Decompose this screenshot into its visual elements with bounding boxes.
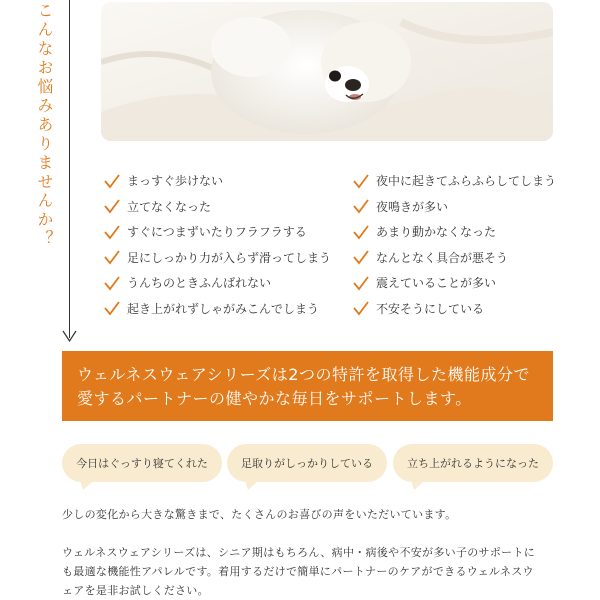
check-icon	[103, 300, 121, 316]
check-icon	[103, 173, 121, 189]
speech-tail-icon	[411, 480, 425, 490]
down-arrow-icon	[62, 330, 77, 342]
check-icon	[103, 275, 121, 291]
dog-photo	[101, 2, 553, 141]
list-item: まっすぐ歩けない	[103, 168, 331, 194]
side-heading: こんなお悩みありませんか？	[35, 2, 54, 249]
testimonial-bubble: 足取りがしっかりしている	[227, 444, 387, 482]
list-item: うんちのときふんばれない	[103, 270, 331, 296]
list-item: あまり動かなくなった	[352, 219, 556, 245]
speech-tail-icon	[245, 480, 259, 490]
check-icon	[352, 224, 370, 240]
concern-list-left	[103, 168, 331, 321]
white-dog-icon	[101, 2, 553, 141]
check-icon	[352, 198, 370, 214]
list-item: 震えていることが多い	[352, 270, 556, 296]
feature-banner	[62, 351, 553, 421]
list-item: 夜鳴きが多い	[352, 194, 556, 220]
check-icon	[352, 275, 370, 291]
check-icon	[103, 224, 121, 240]
list-item: なんとなく具合が悪そう	[352, 245, 556, 271]
list-item: 立てなくなった	[103, 194, 331, 220]
banner-line-1: ウェルネスウェアシリーズは2つの特許を取得した機能成分で	[77, 365, 530, 384]
check-icon	[352, 300, 370, 316]
check-icon	[103, 198, 121, 214]
check-icon	[352, 173, 370, 189]
intro-text: 少しの変化から大きな驚きまで、たくさんのお喜びの声をいただいています。	[62, 508, 457, 521]
check-icon	[103, 249, 121, 265]
testimonial-bubble: 今日はぐっすり寝てくれた	[62, 444, 222, 482]
list-item: すぐにつまずいたりフラフラする	[103, 219, 331, 245]
check-icon	[352, 249, 370, 265]
description-text: ウェルネスウェアシリーズは、シニア期はもちろん、病中・病後や不安が多い子のサポートに も最適な機能性アパレルです。着用するだけで簡単にパートナーのケアができるウェルネスウ ェアを是非お試しください。	[62, 546, 536, 597]
list-item: 足にしっかり力が入らず滑ってしまう	[103, 245, 331, 271]
concern-list-right	[352, 168, 556, 321]
side-divider-line	[69, 0, 70, 338]
banner-line-2: 愛するパートナーの健やかな毎日をサポートします。	[77, 389, 472, 408]
list-item: 夜中に起きてふらふらしてしまう	[352, 168, 556, 194]
list-item: 起き上がれずしゃがみこんでしまう	[103, 296, 331, 322]
testimonial-bubble: 立ち上がれるようになった	[393, 444, 553, 482]
list-item: 不安そうにしている	[352, 296, 556, 322]
speech-tail-icon	[80, 480, 94, 490]
